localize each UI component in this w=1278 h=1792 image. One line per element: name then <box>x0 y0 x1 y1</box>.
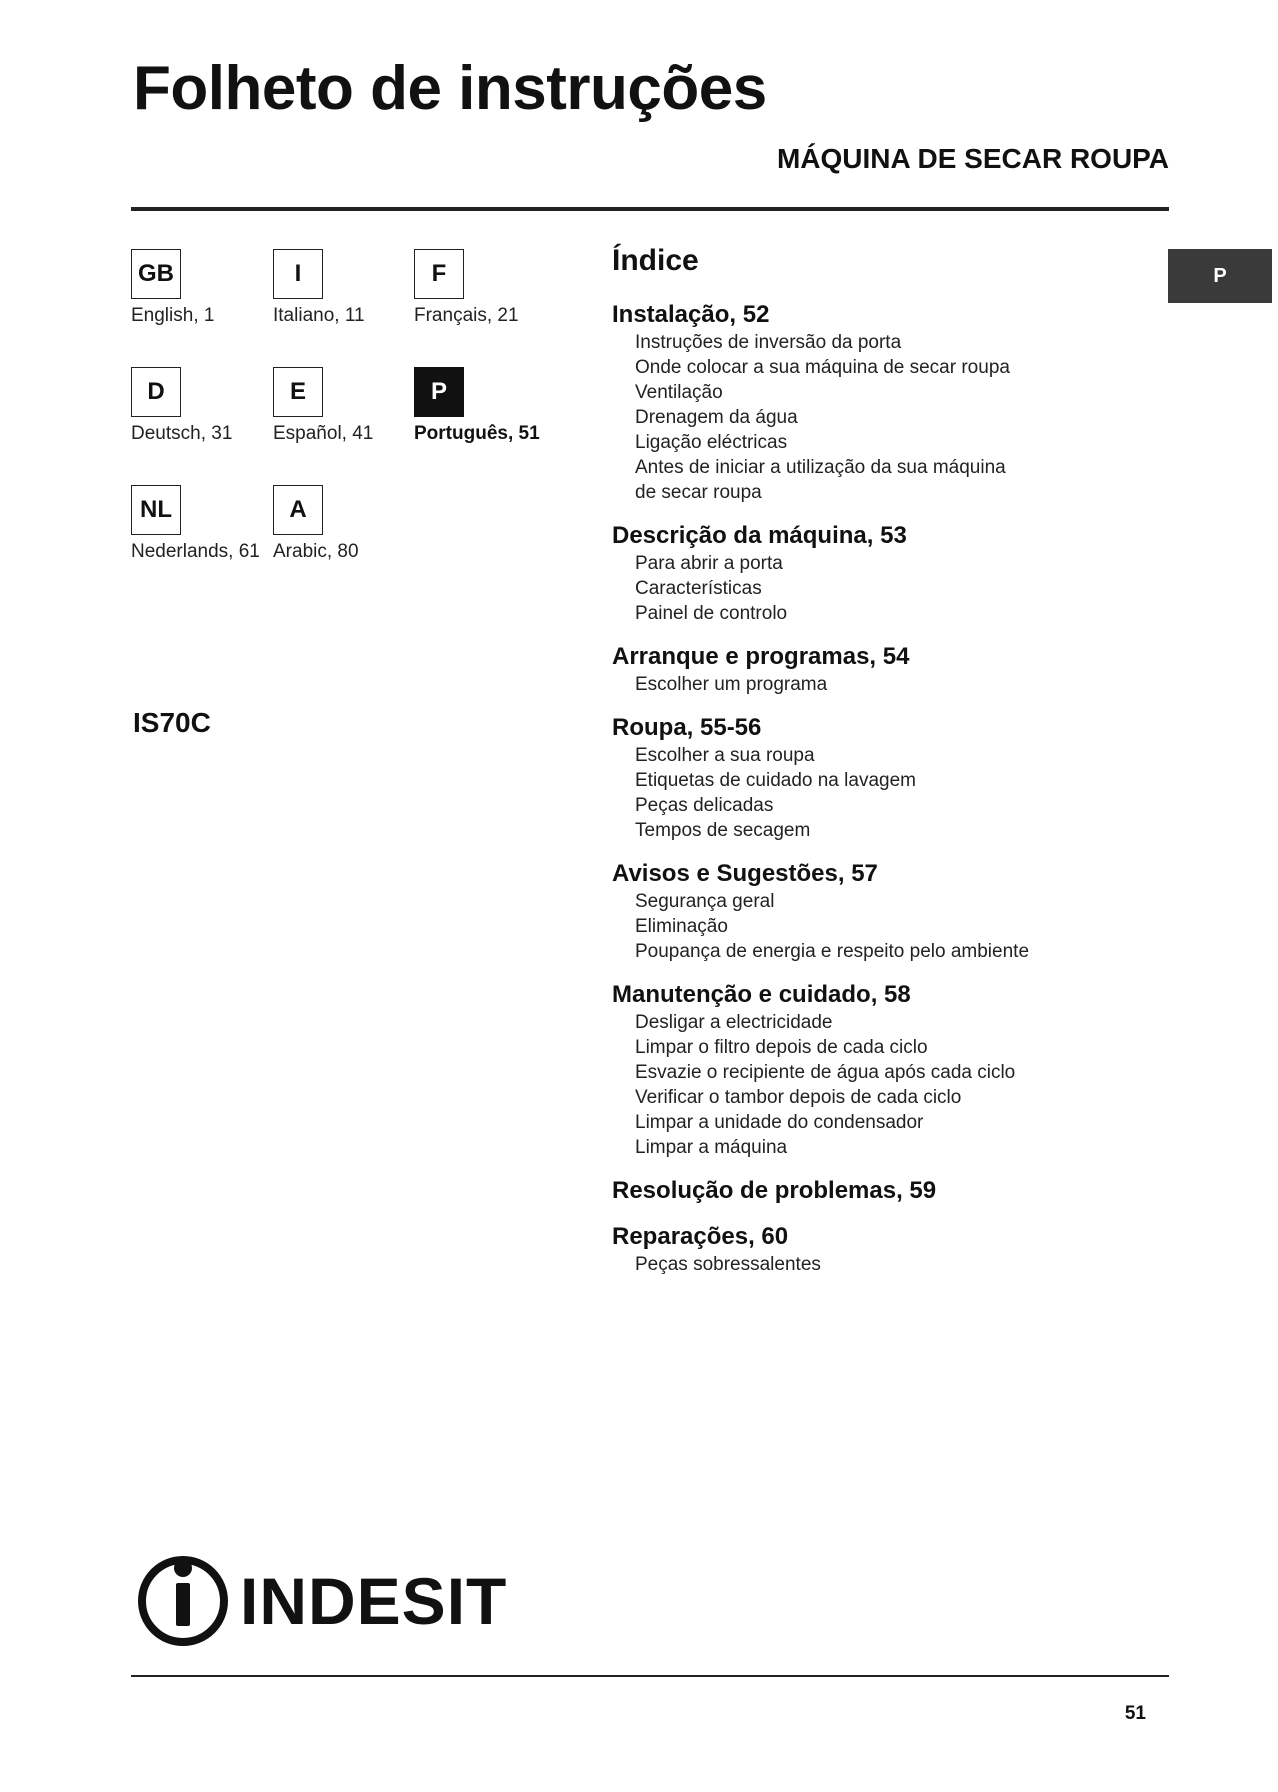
toc-item[interactable]: Para abrir a porta <box>635 553 783 574</box>
toc-item[interactable]: Limpar a máquina <box>635 1137 788 1158</box>
toc-section <box>612 1176 1132 1206</box>
toc-item[interactable]: Segurança geral <box>635 891 775 912</box>
language-label: Nederlands, 61 <box>131 541 260 562</box>
language-label-active: Português, 51 <box>414 423 540 444</box>
document-subtitle: MÁQUINA DE SECAR ROUPA <box>776 143 1169 174</box>
language-label: Arabic, 80 <box>273 541 359 562</box>
toc-item[interactable]: Instruções de inversão da porta <box>635 332 902 353</box>
toc-section <box>612 859 1132 964</box>
language-entry-i[interactable] <box>273 249 423 327</box>
toc-section-heading[interactable]: Arranque e programas, 54 <box>612 643 910 670</box>
toc-item[interactable]: Eliminação <box>635 916 728 937</box>
toc-item[interactable]: Tempos de secagem <box>635 820 811 841</box>
toc-item[interactable]: Poupança de energia e respeito pelo ambiente <box>635 941 1030 962</box>
language-entry-f[interactable] <box>414 249 564 327</box>
document-title: Folheto de instruções <box>133 54 767 123</box>
toc-section-heading[interactable]: Roupa, 55-56 <box>612 714 762 741</box>
toc-section-heading[interactable]: Manutenção e cuidado, 58 <box>612 981 911 1008</box>
toc-section <box>612 980 1132 1160</box>
toc-section <box>612 642 1132 697</box>
toc-item[interactable]: Onde colocar a sua máquina de secar roupa <box>635 357 1010 378</box>
language-entry-nl[interactable] <box>131 485 281 563</box>
toc-item[interactable]: Peças delicadas <box>635 795 774 816</box>
toc-item[interactable]: Escolher um programa <box>635 674 828 695</box>
toc-item[interactable]: Esvazie o recipiente de água após cada ciclo <box>635 1062 1016 1083</box>
toc-section <box>612 300 1132 505</box>
toc-item[interactable]: Limpar a unidade do condensador <box>635 1112 924 1133</box>
language-code-box[interactable]: I <box>273 249 323 299</box>
toc-item[interactable]: Antes de iniciar a utilização da sua máquina <box>635 457 1006 478</box>
toc-section <box>612 521 1132 626</box>
toc-item[interactable]: de secar roupa <box>635 482 762 503</box>
language-label: Français, 21 <box>414 305 519 326</box>
toc-section-heading[interactable]: Instalação, 52 <box>612 301 770 328</box>
language-entry-gb[interactable] <box>131 249 281 327</box>
toc-section-heading[interactable]: Avisos e Sugestões, 57 <box>612 860 878 887</box>
toc-item[interactable]: Escolher a sua roupa <box>635 745 815 766</box>
toc-section <box>612 713 1132 843</box>
page-number: 51 <box>1124 1703 1146 1724</box>
language-label: Deutsch, 31 <box>131 423 233 444</box>
language-code-box[interactable]: D <box>131 367 181 417</box>
toc-item[interactable]: Etiquetas de cuidado na lavagem <box>635 770 916 791</box>
toc-item[interactable]: Ligação eléctricas <box>635 432 788 453</box>
toc-section-heading[interactable]: Reparações, 60 <box>612 1223 789 1250</box>
toc-section <box>612 1222 1132 1277</box>
language-code-box[interactable]: F <box>414 249 464 299</box>
language-code-box[interactable]: NL <box>131 485 181 535</box>
language-code-box[interactable]: E <box>273 367 323 417</box>
model-number: IS70C <box>133 707 211 738</box>
language-code-box-active[interactable]: P <box>414 367 464 417</box>
toc-item[interactable]: Peças sobressalentes <box>635 1254 821 1275</box>
language-side-tab: P <box>1168 249 1272 303</box>
toc-item[interactable]: Limpar o filtro depois de cada ciclo <box>635 1037 928 1058</box>
language-label: Italiano, 11 <box>273 305 365 326</box>
top-divider <box>131 207 1169 211</box>
language-label: English, 1 <box>131 305 215 326</box>
toc-title: Índice <box>612 244 699 277</box>
language-code-box[interactable]: GB <box>131 249 181 299</box>
language-entry-d[interactable] <box>131 367 281 445</box>
toc-item[interactable]: Características <box>635 578 762 599</box>
toc-item[interactable]: Ventilação <box>635 382 723 403</box>
toc-section-heading[interactable]: Descrição da máquina, 53 <box>612 522 907 549</box>
language-entry-p-selected[interactable] <box>414 367 564 445</box>
toc-item[interactable]: Painel de controlo <box>635 603 788 624</box>
toc-section-heading[interactable]: Resolução de problemas, 59 <box>612 1177 937 1204</box>
bottom-divider <box>131 1675 1169 1677</box>
toc-item[interactable]: Desligar a electricidade <box>635 1012 833 1033</box>
table-of-contents <box>612 300 1132 1293</box>
language-code-box[interactable]: A <box>273 485 323 535</box>
toc-item[interactable]: Drenagem da água <box>635 407 798 428</box>
toc-item[interactable]: Verificar o tambor depois de cada ciclo <box>635 1087 962 1108</box>
language-entry-e[interactable] <box>273 367 423 445</box>
language-label: Español, 41 <box>273 423 374 444</box>
language-entry-a[interactable] <box>273 485 423 563</box>
brand-wordmark: INDESIT <box>240 1564 508 1638</box>
